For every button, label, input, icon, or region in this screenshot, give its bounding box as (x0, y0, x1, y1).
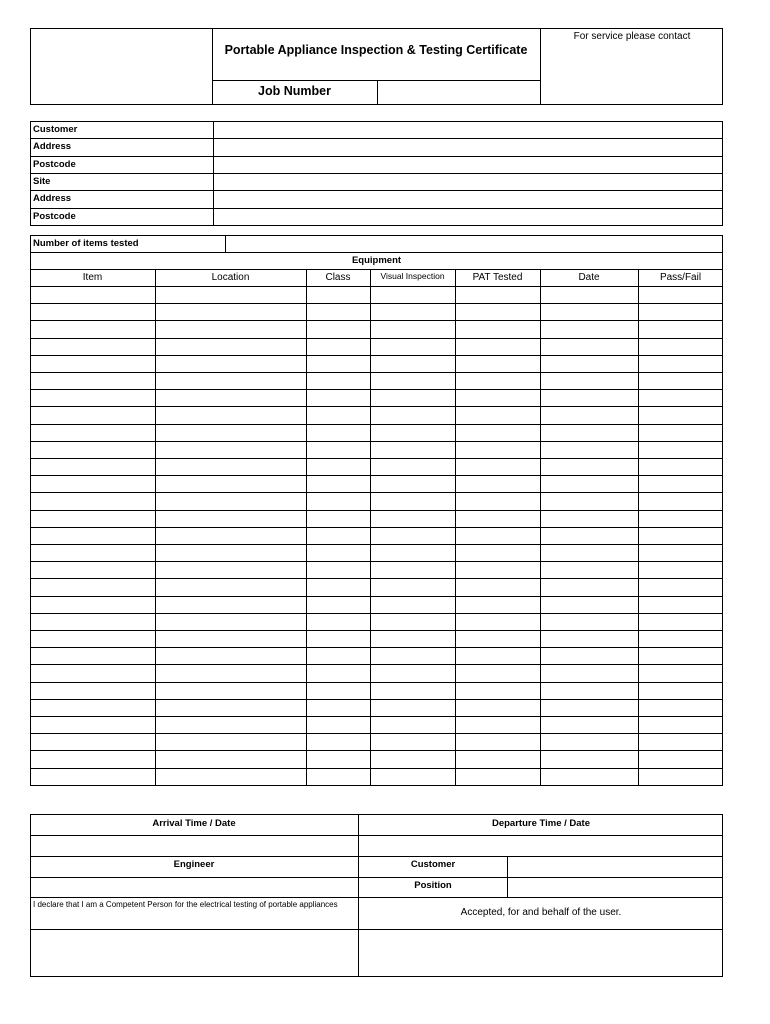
equipment-cell[interactable] (456, 631, 540, 647)
equipment-cell[interactable] (31, 304, 155, 320)
equipment-cell[interactable] (371, 614, 455, 630)
equipment-cell[interactable] (371, 734, 455, 750)
equipment-cell[interactable] (31, 683, 155, 699)
equipment-cell[interactable] (456, 511, 540, 527)
engineer-signature-field[interactable] (31, 930, 357, 976)
equipment-cell[interactable] (639, 390, 723, 406)
equipment-cell[interactable] (371, 597, 455, 613)
equipment-cell[interactable] (456, 545, 540, 561)
equipment-cell[interactable] (156, 717, 306, 733)
declaration-text: I declare that I am a Competent Person for the electrical testing of portable appliances (33, 900, 338, 909)
equipment-cell[interactable] (541, 545, 638, 561)
equipment-cell[interactable] (456, 579, 540, 595)
certificate-title: Portable Appliance Inspection & Testing Certificate (224, 43, 528, 57)
equipment-cell[interactable] (307, 631, 370, 647)
equipment-cell[interactable] (456, 390, 540, 406)
items-tested-field[interactable] (227, 236, 721, 252)
equipment-cell[interactable] (371, 356, 455, 372)
equipment-cell[interactable] (31, 407, 155, 423)
equipment-title: Equipment (351, 255, 402, 266)
customer-info-field[interactable] (215, 139, 721, 154)
customer-info-label: Postcode (33, 158, 76, 170)
arrival-time-field[interactable] (31, 836, 357, 856)
equipment-cell[interactable] (639, 287, 723, 303)
equipment-cell[interactable] (371, 562, 455, 578)
equipment-cell[interactable] (639, 769, 723, 785)
equipment-cell[interactable] (639, 597, 723, 613)
equipment-cell[interactable] (639, 614, 723, 630)
customer-info-field[interactable] (215, 174, 721, 189)
equipment-cell[interactable] (31, 356, 155, 372)
equipment-cell[interactable] (541, 579, 638, 595)
job-number-field[interactable] (378, 81, 539, 104)
equipment-cell[interactable] (541, 459, 638, 475)
equipment-cell[interactable] (541, 476, 638, 492)
equipment-cell[interactable] (156, 511, 306, 527)
equipment-cell[interactable] (371, 665, 455, 681)
equipment-cell[interactable] (456, 683, 540, 699)
equipment-cell[interactable] (456, 321, 540, 337)
equipment-cell[interactable] (541, 528, 638, 544)
equipment-cell[interactable] (639, 665, 723, 681)
equipment-cell[interactable] (156, 683, 306, 699)
equipment-cell[interactable] (456, 356, 540, 372)
customer-signature-field[interactable] (359, 930, 722, 976)
equipment-cell[interactable] (456, 700, 540, 716)
equipment-cell[interactable] (371, 321, 455, 337)
equipment-cell[interactable] (456, 769, 540, 785)
equipment-cell[interactable] (307, 700, 370, 716)
equipment-cell[interactable] (371, 528, 455, 544)
equipment-cell[interactable] (371, 751, 455, 767)
equipment-column-header: PAT Tested (472, 272, 523, 283)
equipment-cell[interactable] (371, 683, 455, 699)
equipment-cell[interactable] (307, 287, 370, 303)
equipment-cell[interactable] (639, 321, 723, 337)
equipment-cell[interactable] (541, 390, 638, 406)
equipment-cell[interactable] (371, 304, 455, 320)
equipment-cell[interactable] (639, 528, 723, 544)
equipment-cell[interactable] (639, 717, 723, 733)
equipment-cell[interactable] (639, 683, 723, 699)
equipment-cell[interactable] (156, 751, 306, 767)
equipment-cell[interactable] (371, 545, 455, 561)
equipment-cell[interactable] (371, 493, 455, 509)
equipment-cell[interactable] (156, 734, 306, 750)
equipment-cell[interactable] (456, 287, 540, 303)
engineer-name-field[interactable] (31, 878, 357, 897)
equipment-cell[interactable] (31, 493, 155, 509)
equipment-cell[interactable] (31, 579, 155, 595)
equipment-cell[interactable] (156, 493, 306, 509)
equipment-column-header: Date (578, 272, 600, 283)
equipment-cell[interactable] (307, 579, 370, 595)
equipment-cell[interactable] (31, 476, 155, 492)
equipment-cell[interactable] (639, 493, 723, 509)
equipment-cell[interactable] (456, 304, 540, 320)
items-tested-label: Number of items tested (33, 238, 139, 249)
equipment-cell[interactable] (31, 390, 155, 406)
equipment-cell[interactable] (639, 648, 723, 664)
equipment-cell[interactable] (456, 665, 540, 681)
customer-info-label: Customer (33, 124, 78, 135)
equipment-cell[interactable] (31, 751, 155, 767)
equipment-column-header: Location (211, 272, 250, 283)
equipment-cell[interactable] (456, 562, 540, 578)
equipment-cell[interactable] (307, 597, 370, 613)
engineer-label: Engineer (173, 859, 215, 870)
equipment-cell[interactable] (371, 648, 455, 664)
equipment-cell[interactable] (307, 356, 370, 372)
position-field[interactable] (508, 878, 722, 897)
equipment-cell[interactable] (307, 339, 370, 355)
equipment-cell[interactable] (541, 700, 638, 716)
equipment-cell[interactable] (541, 614, 638, 630)
equipment-cell[interactable] (456, 597, 540, 613)
customer-info-field[interactable] (215, 209, 721, 224)
items-tested-divider (225, 235, 226, 253)
equipment-cell[interactable] (156, 476, 306, 492)
equipment-cell[interactable] (307, 614, 370, 630)
equipment-cell[interactable] (156, 562, 306, 578)
equipment-cell[interactable] (541, 373, 638, 389)
equipment-cell[interactable] (541, 769, 638, 785)
equipment-cell[interactable] (31, 373, 155, 389)
equipment-cell[interactable] (639, 734, 723, 750)
equipment-cell[interactable] (639, 562, 723, 578)
equipment-cell[interactable] (31, 459, 155, 475)
equipment-cell[interactable] (639, 545, 723, 561)
equipment-cell[interactable] (456, 373, 540, 389)
equipment-cell[interactable] (639, 304, 723, 320)
equipment-cell[interactable] (307, 459, 370, 475)
equipment-cell[interactable] (639, 511, 723, 527)
equipment-cell[interactable] (307, 562, 370, 578)
equipment-cell[interactable] (639, 407, 723, 423)
equipment-cell[interactable] (31, 545, 155, 561)
equipment-cell[interactable] (307, 476, 370, 492)
equipment-cell[interactable] (371, 717, 455, 733)
equipment-cell[interactable] (639, 631, 723, 647)
equipment-cell[interactable] (456, 734, 540, 750)
equipment-cell[interactable] (31, 597, 155, 613)
equipment-cell[interactable] (371, 442, 455, 458)
equipment-cell[interactable] (371, 476, 455, 492)
equipment-cell[interactable] (541, 287, 638, 303)
equipment-cell[interactable] (639, 459, 723, 475)
equipment-cell[interactable] (541, 751, 638, 767)
equipment-cell[interactable] (371, 390, 455, 406)
equipment-cell[interactable] (541, 493, 638, 509)
equipment-cell[interactable] (156, 390, 306, 406)
departure-time-label: Departure Time / Date (491, 818, 591, 829)
equipment-cell[interactable] (156, 459, 306, 475)
equipment-cell[interactable] (307, 665, 370, 681)
equipment-cell[interactable] (456, 407, 540, 423)
equipment-cell[interactable] (307, 528, 370, 544)
equipment-cell[interactable] (31, 648, 155, 664)
equipment-cell[interactable] (156, 339, 306, 355)
equipment-cell[interactable] (156, 545, 306, 561)
equipment-cell[interactable] (31, 665, 155, 681)
equipment-cell[interactable] (156, 700, 306, 716)
equipment-cell[interactable] (156, 373, 306, 389)
customer-info-field[interactable] (215, 191, 721, 206)
customer-info-field[interactable] (215, 157, 721, 172)
position-label: Position (414, 880, 452, 891)
equipment-cell[interactable] (456, 648, 540, 664)
equipment-cell[interactable] (371, 339, 455, 355)
equipment-cell[interactable] (639, 442, 723, 458)
equipment-cell[interactable] (639, 339, 723, 355)
equipment-cell[interactable] (371, 459, 455, 475)
equipment-cell[interactable] (456, 476, 540, 492)
equipment-cell[interactable] (156, 648, 306, 664)
equipment-cell[interactable] (156, 287, 306, 303)
equipment-cell[interactable] (541, 442, 638, 458)
equipment-cell[interactable] (307, 425, 370, 441)
equipment-cell[interactable] (371, 287, 455, 303)
equipment-cell[interactable] (156, 407, 306, 423)
customer-info-label: Address (33, 193, 72, 205)
equipment-cell[interactable] (31, 614, 155, 630)
equipment-cell[interactable] (31, 562, 155, 578)
equipment-cell[interactable] (307, 321, 370, 337)
equipment-cell[interactable] (307, 442, 370, 458)
equipment-cell[interactable] (156, 321, 306, 337)
equipment-cell[interactable] (541, 717, 638, 733)
equipment-cell[interactable] (371, 700, 455, 716)
equipment-cell[interactable] (371, 631, 455, 647)
equipment-cell[interactable] (307, 769, 370, 785)
equipment-cell[interactable] (456, 459, 540, 475)
equipment-cell[interactable] (31, 321, 155, 337)
equipment-cell[interactable] (31, 287, 155, 303)
equipment-column-header: Pass/Fail (659, 272, 702, 283)
equipment-cell[interactable] (541, 734, 638, 750)
equipment-cell[interactable] (456, 751, 540, 767)
equipment-row-line (30, 785, 723, 786)
equipment-cell[interactable] (371, 579, 455, 595)
equipment-cell[interactable] (31, 442, 155, 458)
equipment-cell[interactable] (371, 407, 455, 423)
equipment-cell[interactable] (156, 356, 306, 372)
equipment-cell[interactable] (31, 425, 155, 441)
customer-info-label: Postcode (33, 210, 76, 222)
equipment-cell[interactable] (541, 648, 638, 664)
equipment-cell[interactable] (541, 321, 638, 337)
equipment-cell[interactable] (541, 665, 638, 681)
equipment-cell[interactable] (639, 425, 723, 441)
equipment-cell[interactable] (31, 700, 155, 716)
equipment-cell[interactable] (156, 528, 306, 544)
equipment-cell[interactable] (639, 373, 723, 389)
equipment-cell[interactable] (456, 493, 540, 509)
equipment-cell[interactable] (31, 769, 155, 785)
equipment-cell[interactable] (371, 425, 455, 441)
equipment-cell[interactable] (371, 373, 455, 389)
equipment-column-header: Item (82, 272, 103, 283)
equipment-cell[interactable] (156, 597, 306, 613)
equipment-cell[interactable] (31, 717, 155, 733)
service-contact-label: For service please contact (573, 31, 691, 42)
equipment-cell[interactable] (456, 717, 540, 733)
equipment-cell[interactable] (541, 356, 638, 372)
equipment-cell[interactable] (541, 407, 638, 423)
accepted-text: Accepted, for and behalf of the user. (460, 907, 622, 918)
equipment-cell[interactable] (307, 648, 370, 664)
equipment-cell[interactable] (307, 390, 370, 406)
equipment-cell[interactable] (541, 597, 638, 613)
equipment-cell[interactable] (307, 717, 370, 733)
footer-line-4 (30, 897, 723, 898)
customer-info-label: Address (33, 141, 72, 153)
equipment-cell[interactable] (456, 528, 540, 544)
equipment-cell[interactable] (307, 511, 370, 527)
equipment-column-header: Visual Inspection (380, 271, 445, 281)
equipment-cell[interactable] (156, 665, 306, 681)
customer-sign-label: Customer (410, 859, 456, 870)
equipment-cell[interactable] (639, 751, 723, 767)
equipment-cell[interactable] (456, 425, 540, 441)
equipment-cell[interactable] (307, 683, 370, 699)
arrival-time-label: Arrival Time / Date (152, 818, 236, 829)
equipment-cell[interactable] (307, 304, 370, 320)
equipment-cell[interactable] (156, 769, 306, 785)
equipment-cell[interactable] (156, 304, 306, 320)
equipment-cell[interactable] (371, 769, 455, 785)
equipment-cell[interactable] (639, 476, 723, 492)
equipment-cell[interactable] (541, 683, 638, 699)
equipment-cell[interactable] (456, 442, 540, 458)
equipment-cell[interactable] (31, 339, 155, 355)
equipment-cell[interactable] (371, 511, 455, 527)
equipment-cell[interactable] (156, 579, 306, 595)
equipment-cell[interactable] (156, 614, 306, 630)
equipment-cell[interactable] (31, 528, 155, 544)
equipment-cell[interactable] (307, 407, 370, 423)
equipment-cell[interactable] (541, 562, 638, 578)
equipment-cell[interactable] (541, 425, 638, 441)
equipment-cell[interactable] (307, 734, 370, 750)
departure-time-field[interactable] (359, 836, 722, 856)
equipment-cell[interactable] (31, 631, 155, 647)
equipment-cell[interactable] (639, 579, 723, 595)
customer-info-field[interactable] (215, 122, 721, 137)
equipment-cell[interactable] (541, 339, 638, 355)
equipment-cell[interactable] (156, 442, 306, 458)
equipment-column-header: Class (325, 272, 351, 283)
equipment-cell[interactable] (307, 751, 370, 767)
job-number-label: Job Number (258, 84, 331, 98)
equipment-cell[interactable] (307, 373, 370, 389)
equipment-cell[interactable] (31, 511, 155, 527)
equipment-cell[interactable] (31, 734, 155, 750)
equipment-cell[interactable] (541, 631, 638, 647)
equipment-cell[interactable] (639, 700, 723, 716)
customer-info-label: Site (33, 175, 51, 187)
equipment-cell[interactable] (639, 356, 723, 372)
customer-sign-field[interactable] (508, 857, 722, 877)
equipment-cell[interactable] (456, 614, 540, 630)
equipment-cell[interactable] (156, 631, 306, 647)
equipment-cell[interactable] (541, 511, 638, 527)
equipment-cell[interactable] (307, 493, 370, 509)
equipment-cell[interactable] (456, 339, 540, 355)
equipment-cell[interactable] (541, 304, 638, 320)
equipment-cell[interactable] (156, 425, 306, 441)
equipment-cell[interactable] (307, 545, 370, 561)
